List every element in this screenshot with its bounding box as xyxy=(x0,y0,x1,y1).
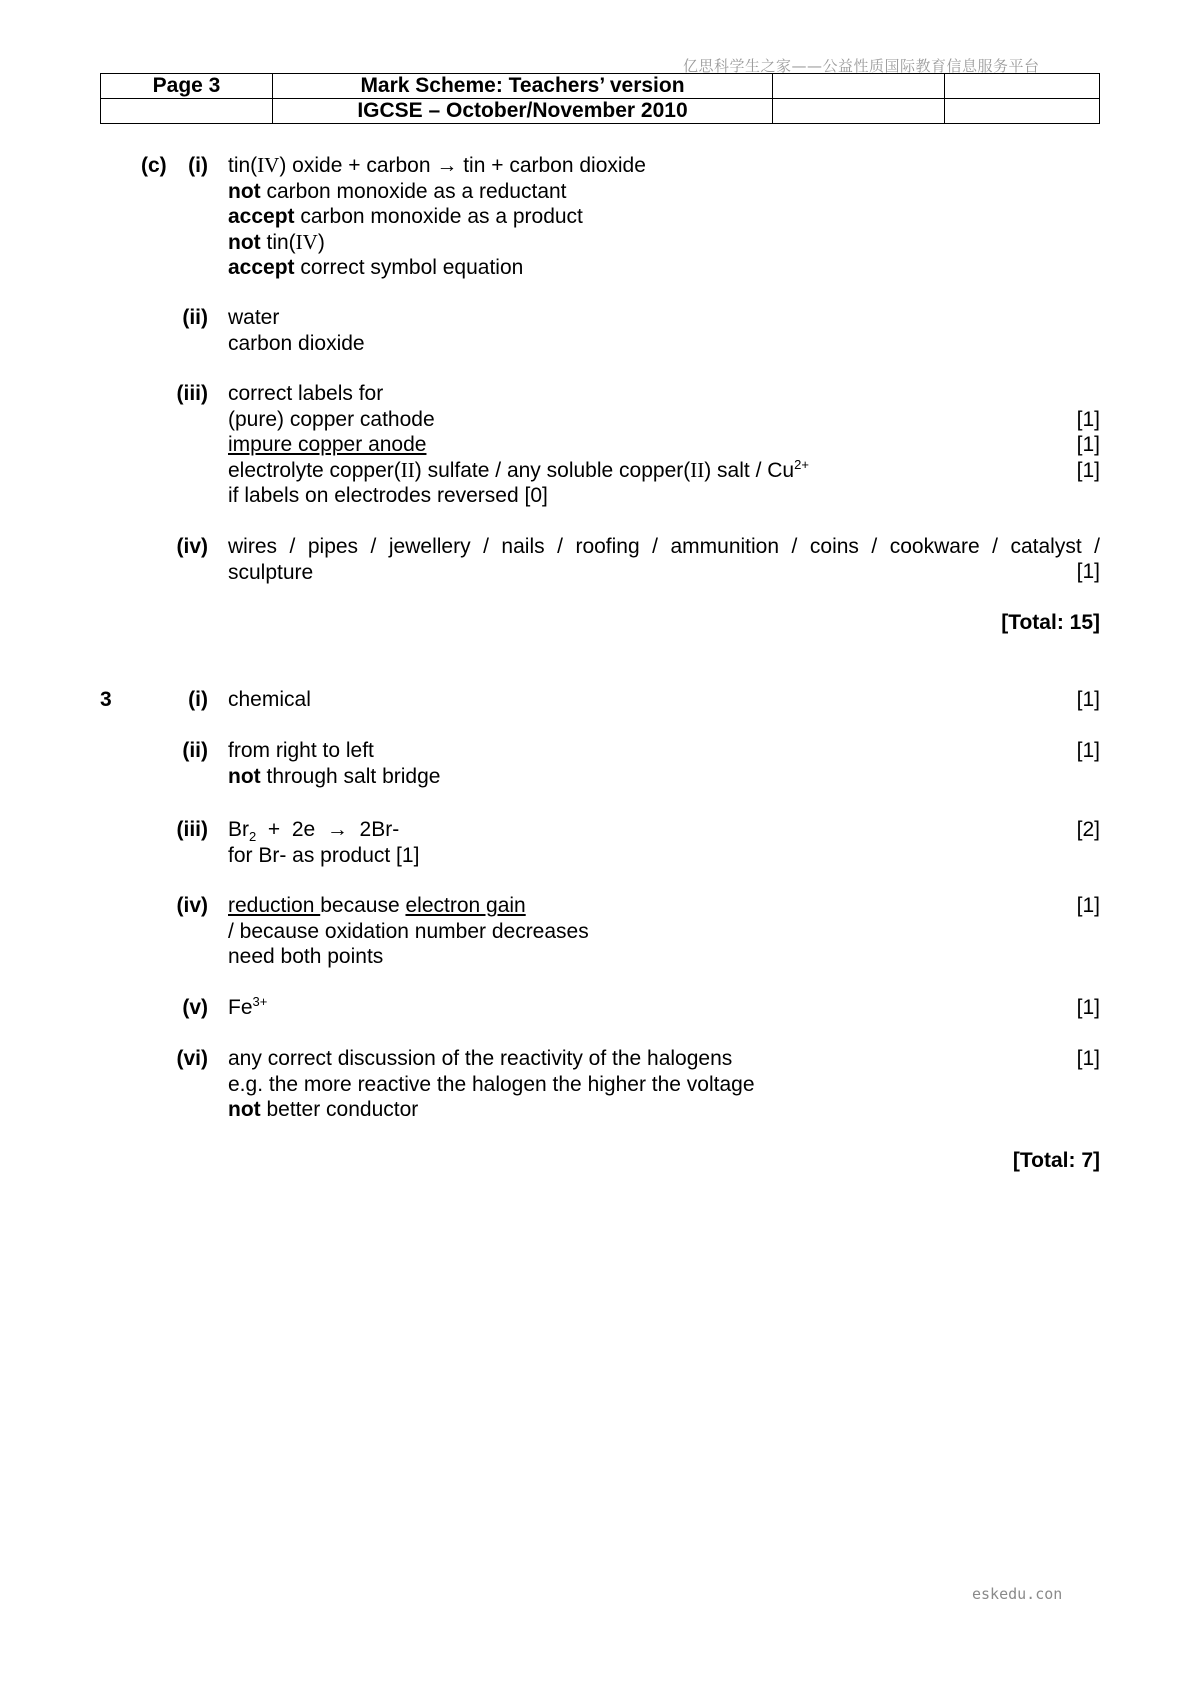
q2c-iv-mark: [1] xyxy=(1076,560,1100,583)
q2c-i-equation: tin(IV) oxide + carbon → tin + carbon dioxide xyxy=(228,153,646,177)
q2c-ii-label: (ii) xyxy=(182,306,208,329)
q3-iv-mark: [1] xyxy=(1076,894,1100,917)
q2c-i-text xyxy=(228,153,646,281)
q3-iv-line2: / because oxidation number decreases xyxy=(228,919,589,943)
header-title: Mark Scheme: Teachers’ version xyxy=(273,74,773,99)
header-page: Page 3 xyxy=(101,74,273,99)
header-empty-5 xyxy=(945,99,1100,124)
q3-iv-line1: reduction because electron gain xyxy=(228,894,526,917)
q3-vi-label: (vi) xyxy=(176,1047,208,1070)
q3-vi-mark: [1] xyxy=(1076,1047,1100,1070)
q2c-iii-line2: (pure) copper cathode xyxy=(228,407,435,431)
q2c-iii-line5: if labels on electrodes reversed [0] xyxy=(228,484,548,507)
q3-ii-line1: from right to left xyxy=(228,739,374,762)
q2c-iii-label: (iii) xyxy=(176,382,208,405)
footer-text: eskedu.con xyxy=(972,1585,1063,1603)
q3-number: 3 xyxy=(100,688,112,711)
q2c-ii-line2: carbon dioxide xyxy=(228,331,365,355)
q3-v-label: (v) xyxy=(182,996,208,1019)
q2c-iii-mark-3: [1] xyxy=(1076,459,1100,482)
q3-iii-label: (iii) xyxy=(176,818,208,841)
part-c-label: (c) xyxy=(141,154,167,177)
q2c-iv-line1: wires / pipes / jewellery / nails / roofing / ammunition / coins / cookware / catalyst / xyxy=(228,535,1100,558)
q3-iii-text xyxy=(228,817,419,868)
q3-v-mark: [1] xyxy=(1076,996,1100,1019)
q3-vi-text xyxy=(228,1046,755,1123)
q3-ii-mark: [1] xyxy=(1076,739,1100,762)
q3-ii-line2: not through salt bridge xyxy=(228,764,441,788)
q3-iv-label: (iv) xyxy=(176,894,208,917)
q3-ii-text xyxy=(228,738,440,789)
q2c-ii-text xyxy=(228,305,365,356)
q2c-iii-mark-1: [1] xyxy=(1076,408,1100,431)
q2c-iv-text xyxy=(228,534,1100,585)
q2c-iii-line1: correct labels for xyxy=(228,382,384,405)
q3-vi-line2: e.g. the more reactive the halogen the higher the voltage xyxy=(228,1072,755,1096)
q2c-iv-line2: sculpture xyxy=(228,560,314,584)
q3-iii-mark: [2] xyxy=(1076,818,1100,841)
watermark-text: 亿思科学生之家——公益性质国际教育信息服务平台 xyxy=(683,57,1040,75)
q3-vi-line3: not better conductor xyxy=(228,1098,419,1121)
header-empty-3 xyxy=(101,99,273,124)
q3-iii-equation: $Br_2 + 2e \to 2Br-$ xyxy=(228,818,400,845)
q2c-i-line2: not carbon monoxide as a reductant xyxy=(228,179,567,203)
q3-total: [Total: 7] xyxy=(1012,1149,1100,1172)
q2c-i-line5: accept correct symbol equation xyxy=(228,256,524,279)
q3-iv-text xyxy=(228,893,589,970)
q3-ii-label: (ii) xyxy=(182,739,208,762)
header-empty-4 xyxy=(773,99,945,124)
header-empty-2 xyxy=(945,74,1100,99)
header-exam: IGCSE – October/November 2010 xyxy=(273,99,773,124)
header-table xyxy=(100,73,1100,124)
q3-i-label: (i) xyxy=(188,688,208,711)
q2c-iv-label: (iv) xyxy=(176,535,208,558)
q2-total: [Total: 15] xyxy=(1001,611,1100,634)
header-empty-1 xyxy=(773,74,945,99)
q2c-iii-mark-2: [1] xyxy=(1076,433,1100,456)
q2c-i-label: (i) xyxy=(188,154,208,177)
q3-iv-line3: need both points xyxy=(228,945,384,968)
q2c-iii-text xyxy=(228,381,809,509)
q2c-ii-line1: water xyxy=(228,306,280,329)
q2c-iii-line3: impure copper anode xyxy=(228,433,427,456)
q3-iii-line2: for Br- as product [1] xyxy=(228,843,420,867)
q2c-iii-line4: electrolyte copper(II) sulfate / any soluble copper(II) salt / $Cu^{2+}$ xyxy=(228,456,809,482)
q3-i-text: chemical xyxy=(228,688,311,711)
q2c-i-line4: not tin(IV) xyxy=(228,229,325,254)
q3-i-mark: [1] xyxy=(1076,688,1100,711)
q3-v-text: $Fe^{3+}$ xyxy=(228,994,268,1019)
q3-vi-line1: any correct discussion of the reactivity of the halogens xyxy=(228,1047,733,1070)
q2c-i-line3: accept carbon monoxide as a product xyxy=(228,205,583,228)
